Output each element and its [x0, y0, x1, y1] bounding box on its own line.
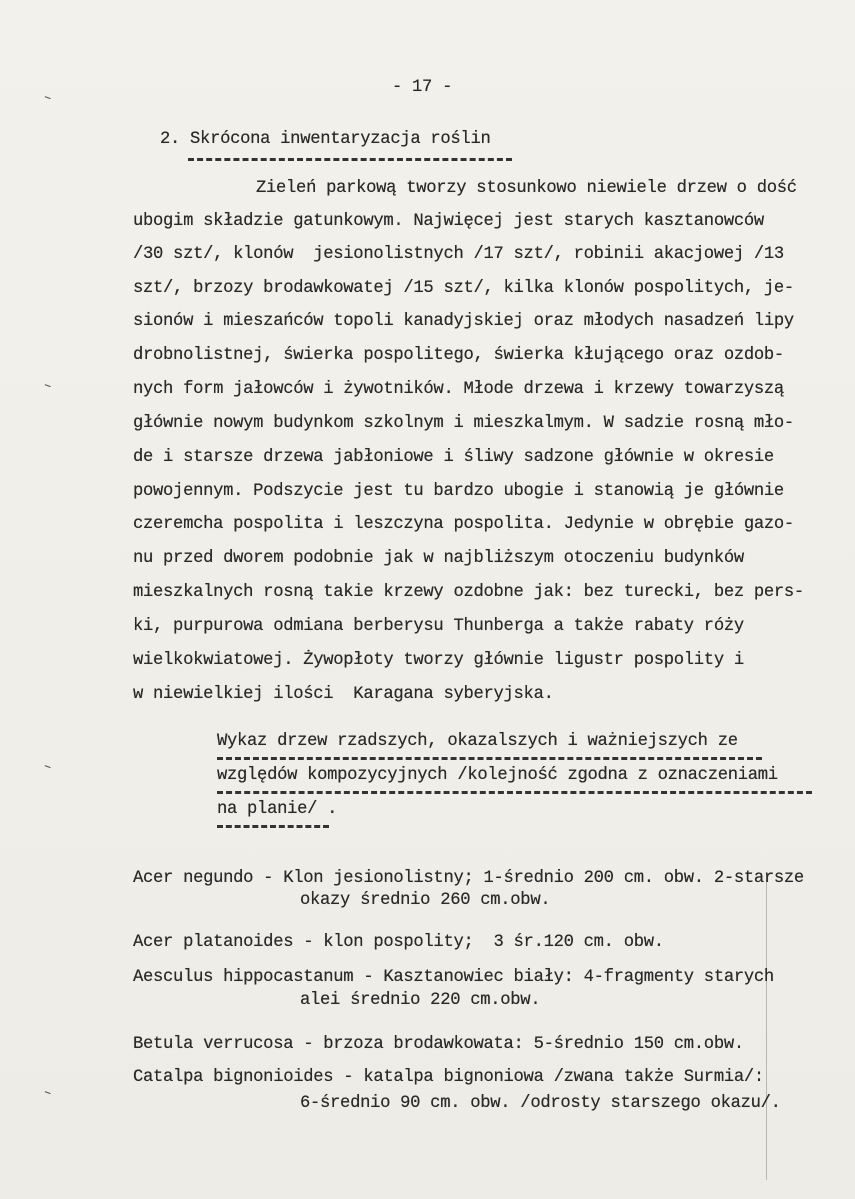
entry-line: Catalpa bignonioides - katalpa bignoniowa /zwana także Surmia/:: [133, 1068, 764, 1087]
entry-line: Acer negundo - Klon jesionolistny; 1-średnio 200 cm. obw. 2-starsze: [133, 869, 804, 888]
paragraph-line: nych form jałowców i żywotników. Młode drzewa i krzewy towarzyszą: [133, 380, 784, 399]
paragraph-line: ki, purpurowa odmiana berberysu Thunberga a także rabaty róży: [133, 617, 744, 636]
list-heading-line: Wykaz drzew rzadszych, okazalszych i ważniejszych ze: [217, 732, 738, 751]
entry-line: Betula verrucosa - brzoza brodawkowata: 5-średnio 150 cm.obw.: [133, 1035, 744, 1054]
section-heading-underline: [188, 158, 512, 161]
entry-line: 6-średnio 90 cm. obw. /odrosty starszego okazu/.: [300, 1094, 781, 1113]
paper-fold-line: [766, 880, 767, 1180]
paragraph-line: drobnolistnej, świerka pospolitego, świerka kłującego oraz ozdob-: [133, 346, 784, 365]
list-heading-line: na planie/ .: [217, 800, 338, 819]
list-heading-underline: [217, 757, 762, 760]
entry-line: okazy średnio 260 cm.obw.: [300, 891, 551, 910]
paragraph-line: /30 szt/, klonów jesionolistnych /17 szt/, robinii akacjowej /13: [133, 245, 784, 264]
paragraph-line: de i starsze drzewa jabłoniowe i śliwy sadzone głównie w okresie: [133, 448, 774, 467]
entry-line: Aesculus hippocastanum - Kasztanowiec biały: 4-fragmenty starych: [133, 968, 774, 987]
list-heading-line: względów kompozycyjnych /kolejność zgodna z oznaczeniami: [217, 766, 778, 785]
page-number: - 17 -: [392, 78, 453, 97]
scan-mark: [43, 765, 50, 772]
paragraph-line: głównie nowym budynkom szkolnym i mieszkalmym. W sadzie rosną mło-: [133, 414, 794, 433]
scan-mark: [43, 1091, 50, 1098]
paragraph-line: mieszkalnych rosną takie krzewy ozdobne jak: bez turecki, bez pers-: [133, 583, 804, 602]
list-heading-underline: [217, 825, 329, 828]
list-heading-underline: [217, 791, 812, 794]
paragraph-line: sionów i mieszańców topoli kanadyjskiej oraz młodych nasadzeń lipy: [133, 312, 794, 331]
paragraph-line: w niewielkiej ilości Karagana syberyjska.: [133, 685, 554, 704]
entry-line: Acer platanoides - klon pospolity; 3 śr.120 cm. obw.: [133, 933, 664, 952]
scan-mark: [43, 384, 50, 391]
paragraph-line: szt/, brzozy brodawkowatej /15 szt/, kilka klonów pospolitych, je-: [133, 279, 794, 298]
paragraph-line: ubogim składzie gatunkowym. Najwięcej jest starych kasztanowców: [133, 212, 764, 231]
paragraph-line: wielkokwiatowej. Żywopłoty tworzy głównie ligustr pospolity i: [133, 651, 744, 670]
paragraph-line: Zieleń parkową tworzy stosunkowo niewiele drzew o dość: [256, 179, 797, 198]
paragraph-line: powojennym. Podszycie jest tu bardzo ubogie i stanowią je głównie: [133, 482, 784, 501]
section-heading: 2. Skrócona inwentaryzacja roślin: [160, 130, 491, 149]
paragraph-line: czeremcha pospolita i leszczyna pospolita. Jedynie w obrębie gazo-: [133, 515, 794, 534]
scan-mark: [43, 96, 50, 103]
entry-line: alei średnio 220 cm.obw.: [300, 991, 541, 1010]
paragraph-line: nu przed dworem podobnie jak w najbliższym otoczeniu budynków: [133, 549, 744, 568]
